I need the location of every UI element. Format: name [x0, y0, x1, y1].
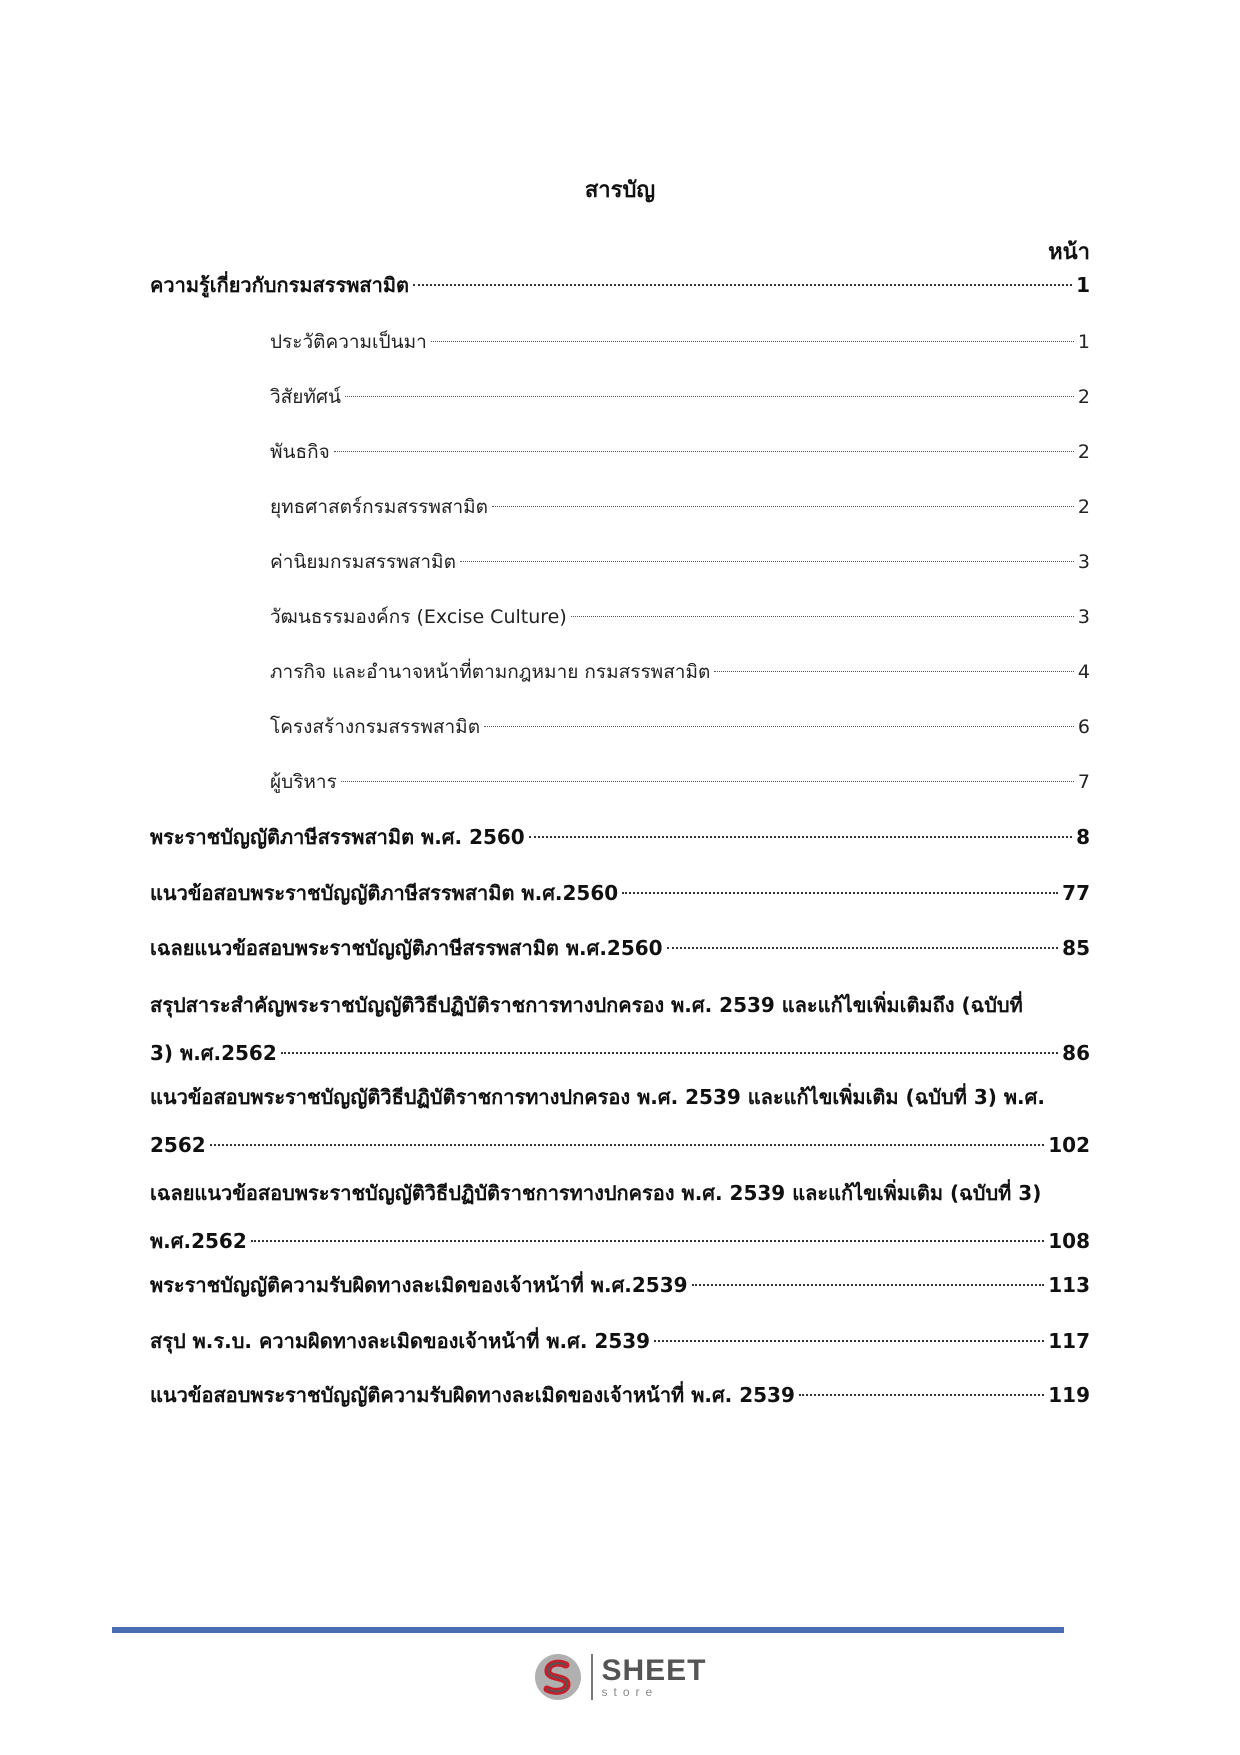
toc-entry-page: 117	[1048, 1329, 1090, 1353]
toc-leader-dots	[654, 1340, 1044, 1342]
toc-entry	[150, 657, 1090, 687]
toc-entry-page: 119	[1048, 1383, 1090, 1407]
toc-leader-dots	[251, 1240, 1045, 1242]
toc-entry-label: ยุทธศาสตร์กรมสรรพสามิต	[270, 496, 489, 518]
toc-entry-label: วิสัยทัศน์	[270, 386, 341, 408]
toc-leader-dots	[667, 947, 1059, 949]
logo-text: SHEET	[601, 1654, 707, 1687]
toc-entry-label-line1: เฉลยแนวข้อสอบพระราชบัญญัติวิธีปฏิบัติราชการทางปกครอง พ.ศ. 2539 และแก้ไขเพิ่มเติม (ฉบับที่ 3)	[150, 1181, 1042, 1205]
toc-leader-dots	[210, 1144, 1045, 1146]
logo-separator	[591, 1654, 593, 1700]
toc-entry-label-line1: แนวข้อสอบพระราชบัญญัติวิธีปฏิบัติราชการทางปกครอง พ.ศ. 2539 และแก้ไขเพิ่มเติม (ฉบับที่ 3) พ.ศ.	[150, 1085, 1045, 1109]
toc-entry-label: ความรู้เกี่ยวกับกรมสรรพสามิต	[150, 273, 409, 297]
toc-entry-label: พ.ศ.2562	[150, 1229, 247, 1253]
toc-entry	[150, 602, 1090, 632]
toc-entry-page: 3	[1077, 606, 1090, 628]
toc-entry-label: พระราชบัญญัติภาษีสรรพสามิต พ.ศ. 2560	[150, 825, 525, 849]
toc-entry-page: 7	[1077, 771, 1090, 793]
logo-wordmark	[601, 1656, 706, 1698]
footer-divider	[112, 1627, 1064, 1633]
toc-entry-label: ภารกิจ และอำนาจหน้าที่ตามกฎหมาย กรมสรรพสามิต	[270, 661, 711, 683]
toc-entry-page: 1	[1077, 331, 1090, 353]
toc-leader-dots	[799, 1394, 1044, 1396]
page-title: สารบัญ	[584, 178, 656, 203]
toc-entry-page: 6	[1077, 716, 1090, 738]
toc-entry	[150, 270, 1090, 300]
toc-leader-dots	[334, 451, 1074, 452]
toc-entry-label: 3) พ.ศ.2562	[150, 1041, 277, 1065]
toc-entry	[150, 382, 1090, 412]
sheet-store-logo-icon	[533, 1652, 583, 1702]
toc-entry	[150, 1178, 1090, 1256]
toc-entry-label: สรุป พ.ร.บ. ความผิดทางละเมิดของเจ้าหน้าที่ พ.ศ. 2539	[150, 1329, 651, 1353]
toc-entry-page: 85	[1062, 936, 1090, 960]
toc-entry-label: พันธกิจ	[270, 441, 330, 463]
toc-entry-label: เฉลยแนวข้อสอบพระราชบัญญัติภาษีสรรพสามิต พ.ศ.2560	[150, 936, 663, 960]
toc-leader-dots	[413, 284, 1072, 286]
toc-leader-dots	[281, 1052, 1058, 1054]
toc-entry	[150, 878, 1090, 908]
toc-entry-label: วัฒนธรรมองค์กร (Excise Culture)	[270, 606, 567, 628]
toc-leader-dots	[529, 836, 1072, 838]
toc-entry	[150, 1326, 1090, 1356]
toc-leader-dots	[460, 561, 1074, 562]
toc-entry-page: 4	[1077, 661, 1090, 683]
toc-entry-page: 2	[1077, 496, 1090, 518]
toc-entry-page: 108	[1048, 1229, 1090, 1253]
toc-entry-page: 8	[1076, 825, 1090, 849]
toc-entry	[150, 1270, 1090, 1300]
toc-entry-label: พระราชบัญญัติความรับผิดทางละเมิดของเจ้าหน้าที่ พ.ศ.2539	[150, 1273, 688, 1297]
toc-entry-label-line1: สรุปสาระสำคัญพระราชบัญญัติวิธีปฏิบัติราชการทางปกครอง พ.ศ. 2539 และแก้ไขเพิ่มเติมถึง (ฉบับที่	[150, 993, 1023, 1017]
toc-leader-dots	[492, 506, 1074, 507]
toc-entry	[150, 327, 1090, 357]
toc-entry-label: ประวัติความเป็นมา	[270, 331, 427, 353]
toc-entry-label: ค่านิยมกรมสรรพสามิต	[270, 551, 456, 573]
toc-entry	[150, 933, 1090, 963]
toc-entry-label: แนวข้อสอบพระราชบัญญัติภาษีสรรพสามิต พ.ศ.2560	[150, 881, 619, 905]
toc-leader-dots	[345, 396, 1074, 397]
toc-entry-page: 2	[1077, 386, 1090, 408]
toc-entry	[150, 990, 1090, 1068]
toc-entry	[150, 1082, 1090, 1160]
toc-entry	[150, 712, 1090, 742]
toc-entry-page: 1	[1076, 273, 1090, 297]
toc-entry-label: โครงสร้างกรมสรรพสามิต	[270, 716, 481, 738]
toc-entry-label: ผู้บริหาร	[270, 771, 337, 793]
toc-entry-page: 86	[1062, 1041, 1090, 1065]
toc-entry-page: 3	[1077, 551, 1090, 573]
toc-entry	[150, 437, 1090, 467]
page-column-label: หน้า	[1048, 240, 1090, 265]
toc-leader-dots	[571, 616, 1074, 617]
toc-entry-page: 2	[1077, 441, 1090, 463]
toc-entry	[150, 822, 1090, 852]
toc-entry-page: 77	[1062, 881, 1090, 905]
toc-entry-label: แนวข้อสอบพระราชบัญญัติความรับผิดทางละเมิดของเจ้าหน้าที่ พ.ศ. 2539	[150, 1383, 795, 1407]
toc-entry-label: 2562	[150, 1133, 206, 1157]
toc-entry	[150, 492, 1090, 522]
toc-leader-dots	[484, 726, 1074, 727]
toc-entry-page: 113	[1048, 1273, 1090, 1297]
toc-leader-dots	[431, 341, 1074, 342]
logo-subtext: store	[601, 1685, 659, 1699]
toc-entry	[150, 767, 1090, 797]
toc-leader-dots	[714, 671, 1074, 672]
toc-leader-dots	[341, 781, 1074, 782]
toc-entry-page: 102	[1048, 1133, 1090, 1157]
toc-leader-dots	[622, 892, 1058, 894]
footer-logo	[0, 1652, 1240, 1702]
toc-entry	[150, 1380, 1090, 1410]
toc-entry	[150, 547, 1090, 577]
toc-leader-dots	[692, 1284, 1045, 1286]
